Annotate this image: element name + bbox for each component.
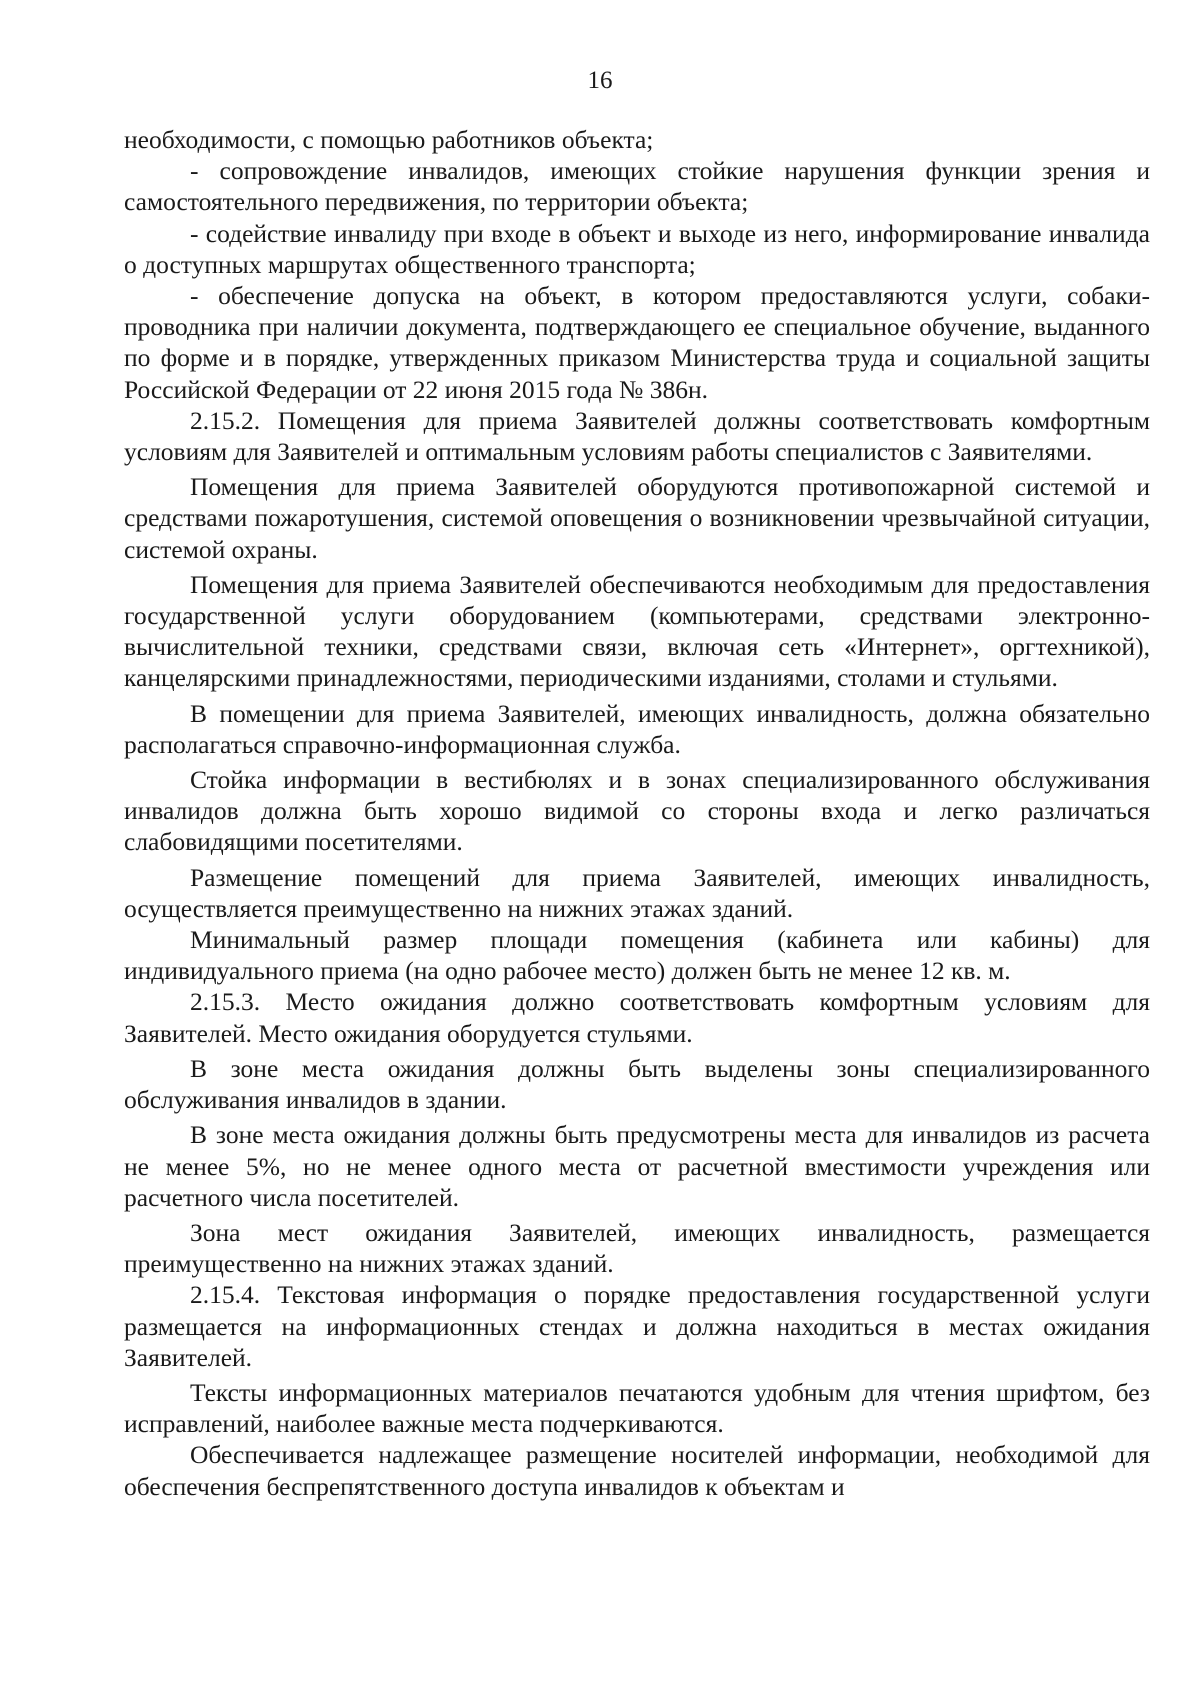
paragraph: Помещения для приема Заявителей обеспечиваются необходимым для предоставления государственной услуги оборудованием (компьютерами, средствами электронно-вычислительной техники, средствами связи, включая сеть «Интернет», оргтехникой), канцелярскими принадлежностями, периодическими изданиями, столами и стульями.	[124, 569, 1150, 693]
paragraph: В помещении для приема Заявителей, имеющих инвалидность, должна обязательно располагаться справочно-информационная служба.	[124, 698, 1150, 759]
paragraph: 2.15.4. Текстовая информация о порядке предоставления государственной услуги размещается на информационных стендах и должна находиться в местах ожидания Заявителей.	[124, 1280, 1150, 1372]
paragraph: - обеспечение допуска на объект, в котором предоставляются услуги, собаки-проводника при наличии документа, подтверждающего ее специальное обучение, выданного по форме и в порядке, утвержденных приказом Министерства труда и социальной защиты Российской Федерации от 22 июня 2015 года № 386н.	[124, 281, 1150, 404]
paragraph: - содействие инвалиду при входе в объект и выходе из него, информирование инвалида о доступных маршрутах общественного транспорта;	[124, 218, 1150, 279]
paragraph: 2.15.3. Место ожидания должно соответствовать комфортным условиям для Заявителей. Место ожидания оборудуется стульями.	[124, 987, 1150, 1048]
paragraph: необходимости, с помощью работников объекта;	[124, 125, 654, 154]
paragraph: В зоне места ожидания должны быть предусмотрены места для инвалидов из расчета не менее 5%, но не менее одного места от расчетной вместимости учреждения или расчетного числа посетителей.	[124, 1120, 1150, 1212]
paragraph: Помещения для приема Заявителей оборудуются противопожарной системой и средствами пожаротушения, системой оповещения о возникновении чрезвычайной ситуации, системой охраны.	[124, 472, 1150, 564]
paragraph: 2.15.2. Помещения для приема Заявителей должны соответствовать комфортным условиям для Заявителей и оптимальным условиям работы специалистов с Заявителями.	[124, 405, 1150, 467]
paragraph: Тексты информационных материалов печатаются удобным для чтения шрифтом, без исправлений, наиболее важные места подчеркиваются.	[124, 1377, 1150, 1439]
paragraph: В зоне места ожидания должны быть выделены зоны специализированного обслуживания инвалидов в здании.	[124, 1053, 1150, 1115]
paragraph: Обеспечивается надлежащее размещение носителей информации, необходимой для обеспечения беспрепятственного доступа инвалидов к объектам и	[124, 1440, 1150, 1501]
paragraph: Минимальный размер площади помещения (кабинета или кабины) для индивидуального приема (на одно рабочее место) должен быть не менее 12 кв. м.	[124, 925, 1150, 986]
paragraph: Стойка информации в вестибюлях и в зонах специализированного обслуживания инвалидов должна быть хорошо видимой со стороны входа и легко различаться слабовидящими посетителями.	[124, 765, 1150, 857]
paragraph: - сопровождение инвалидов, имеющих стойкие нарушения функции зрения и самостоятельного передвижения, по территории объекта;	[124, 156, 1150, 217]
document-body	[124, 124, 1150, 1502]
paragraph: Зона мест ожидания Заявителей, имеющих инвалидность, размещается преимущественно на нижних этажах зданий.	[124, 1217, 1150, 1279]
page-number: 16	[587, 67, 613, 94]
paragraph: Размещение помещений для приема Заявителей, имеющих инвалидность, осуществляется преимущественно на нижних этажах зданий.	[124, 862, 1150, 923]
